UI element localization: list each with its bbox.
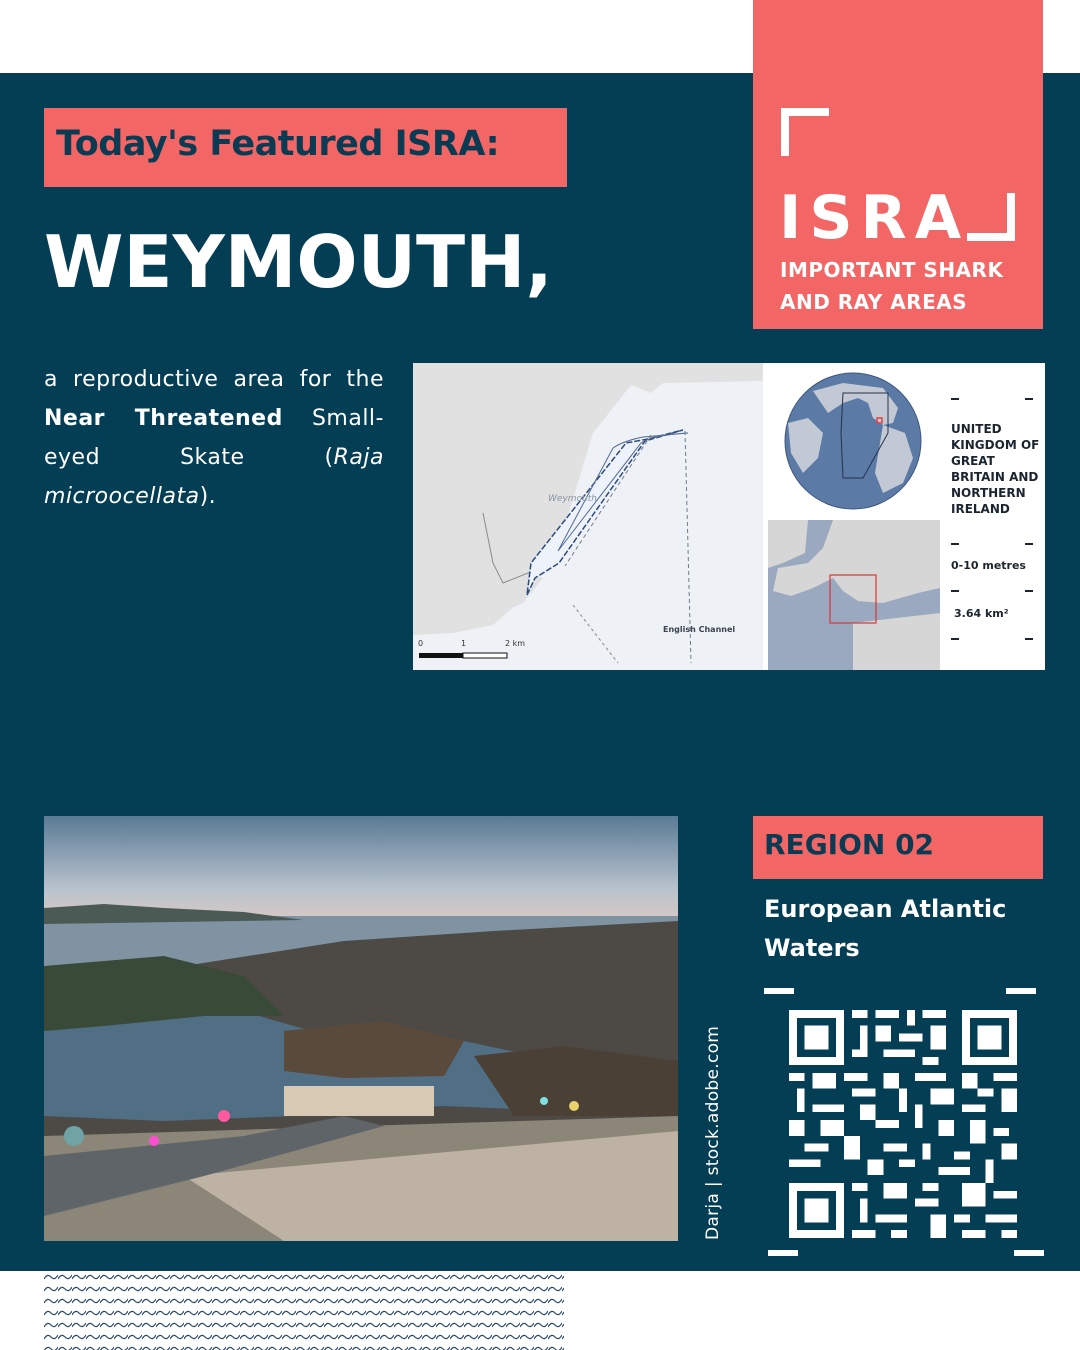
- map-sea-label: English Channel: [663, 625, 736, 634]
- description-status: Near Threatened: [44, 406, 283, 431]
- photo-credit: Darja | stock.adobe.com: [703, 1025, 723, 1240]
- map-legend-depth: 0-10 metres: [951, 559, 1026, 572]
- qr-frame-corner-tl: [764, 988, 794, 994]
- wave-pattern-graphic: [44, 1271, 564, 1350]
- region-label-box: [753, 816, 1043, 879]
- qr-code-icon[interactable]: [789, 1010, 1017, 1238]
- region-name: European Atlantic Waters: [764, 895, 1007, 962]
- featured-label-text: Today's Featured ISRA:: [56, 124, 500, 164]
- logo-wordmark: ISRA: [779, 183, 970, 253]
- map-panel: [413, 363, 1045, 670]
- isra-logo: [753, 0, 1043, 329]
- map-legend-country: UNITED KINGDOM OF GREAT BRITAIN AND NORTHERN IRELAND: [951, 422, 1040, 516]
- featured-label-box: [44, 108, 567, 187]
- map-scale-2: 2 km: [505, 639, 526, 648]
- logo-tagline: [780, 254, 1003, 318]
- logo-tagline-line1: IMPORTANT SHARK: [780, 258, 1004, 282]
- region-label-text: REGION 02: [764, 828, 935, 861]
- aerial-photo-graphic: [44, 816, 678, 1241]
- description-part2: Small-eyed Skate (: [44, 406, 384, 470]
- description-text: [44, 360, 384, 516]
- description-species: Raja microocellata: [44, 445, 384, 509]
- map-scale-0: 0: [418, 639, 424, 648]
- description-part1: a reproductive area for the: [44, 367, 384, 392]
- logo-tagline-line2: AND RAY AREAS: [780, 290, 968, 314]
- logo-bracket-bottom-right: [967, 193, 1015, 241]
- qr-code-frame[interactable]: [764, 988, 1044, 1260]
- site-title: WEYMOUTH,: [44, 220, 553, 304]
- wave-pattern: [44, 1271, 564, 1350]
- qr-frame-corner-tr: [1006, 988, 1036, 994]
- map-place-label: Weymouth: [548, 494, 597, 504]
- logo-bracket-top-left: [781, 108, 829, 156]
- map-scale-1: 1: [461, 639, 467, 648]
- description-part3: ).: [199, 484, 217, 509]
- qr-frame-corner-br: [1014, 1250, 1044, 1256]
- qr-frame-corner-bl: [768, 1250, 798, 1256]
- map-legend-area: 3.64 km²: [954, 607, 1009, 620]
- weymouth-photo: [44, 816, 678, 1241]
